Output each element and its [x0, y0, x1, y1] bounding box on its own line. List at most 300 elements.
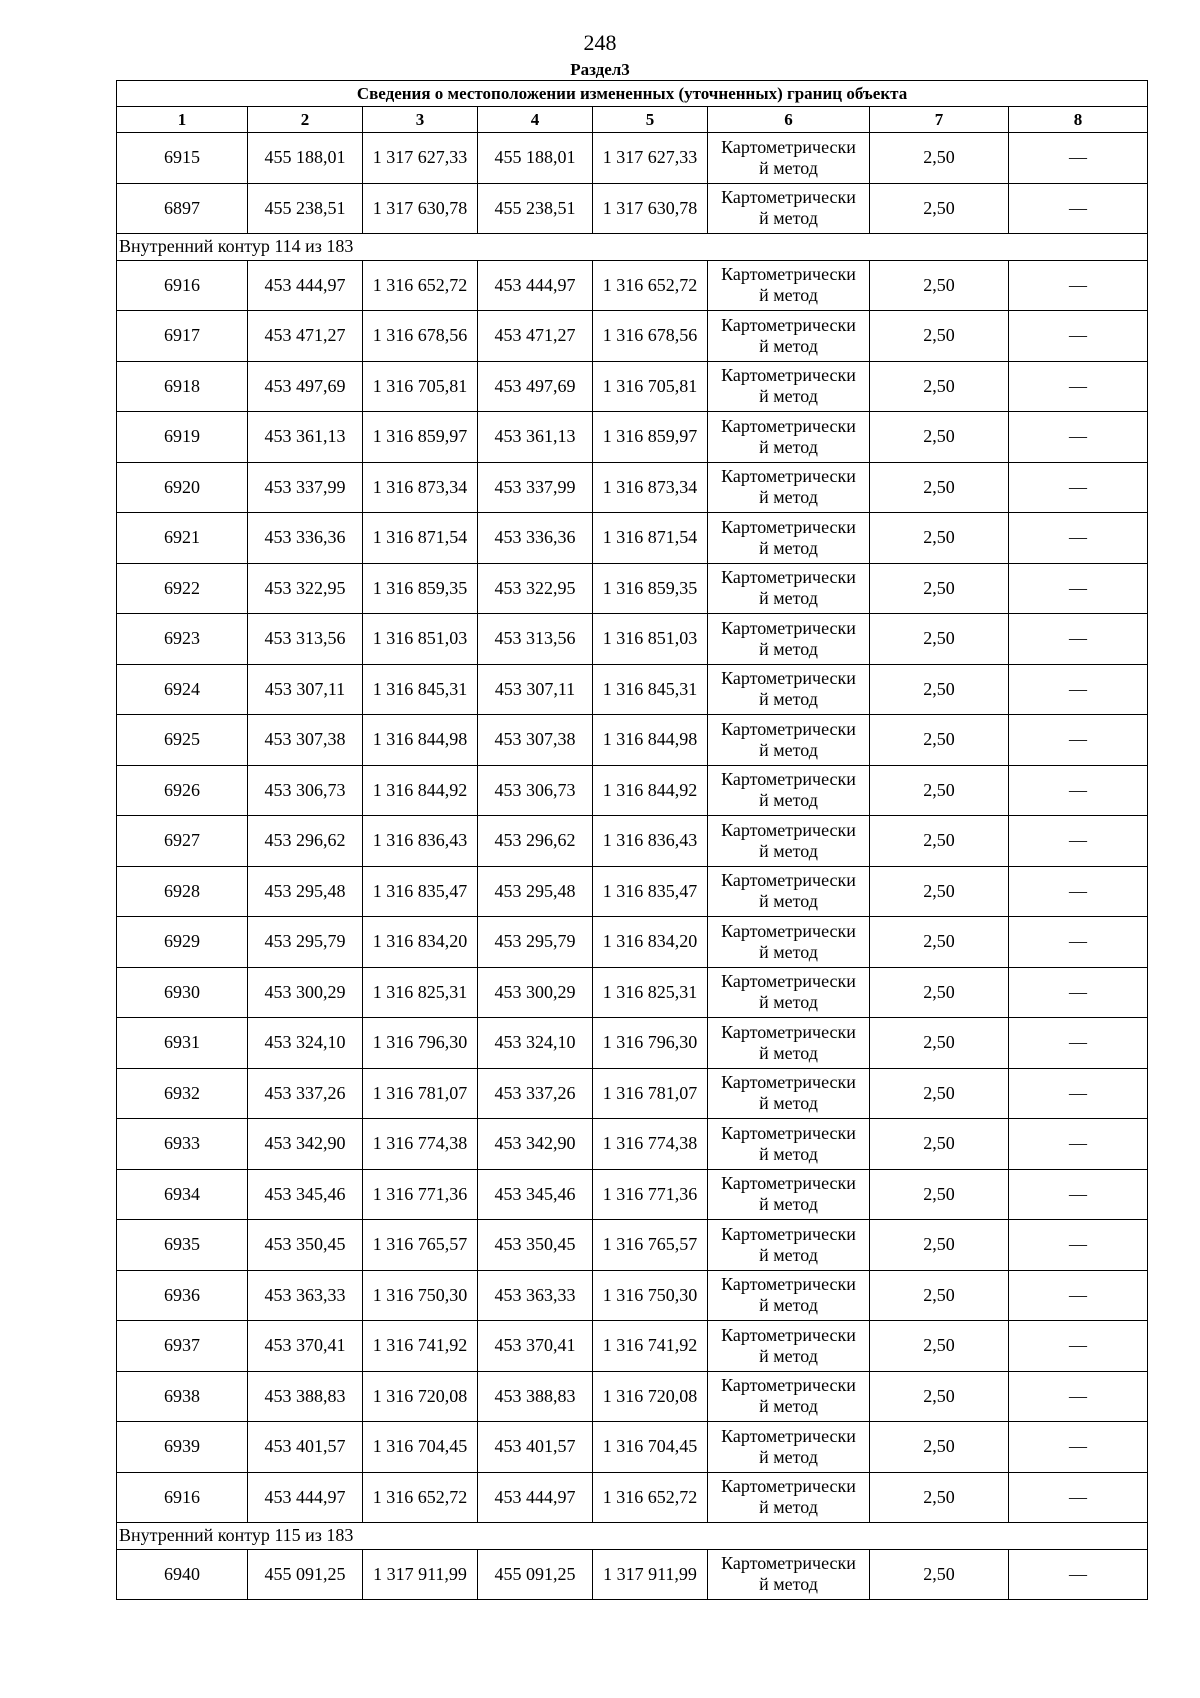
y-coordinate-new: 1 316 765,57 — [593, 1220, 708, 1271]
accuracy-value: 2,50 — [870, 1068, 1009, 1119]
point-number: 6927 — [117, 816, 248, 867]
x-coordinate-new: 453 370,41 — [478, 1321, 593, 1372]
accuracy-value: 2,50 — [870, 715, 1009, 766]
method-text-line: й метод — [759, 638, 818, 659]
point-number: 6915 — [117, 133, 248, 184]
table-row — [117, 1321, 1148, 1372]
method-cell — [708, 1169, 870, 1220]
x-coordinate-new: 453 322,95 — [478, 563, 593, 614]
table-row — [117, 1169, 1148, 1220]
accuracy-value: 2,50 — [870, 1220, 1009, 1271]
method-text-line: Картометрически — [721, 314, 856, 335]
x-coordinate-new: 453 337,99 — [478, 462, 593, 513]
method-text-line: Картометрически — [721, 136, 856, 157]
method-cell — [708, 715, 870, 766]
y-coordinate-new: 1 316 836,43 — [593, 816, 708, 867]
y-coordinate-new: 1 316 774,38 — [593, 1119, 708, 1170]
description-cell: — — [1009, 1119, 1148, 1170]
method-cell — [708, 866, 870, 917]
point-number: 6930 — [117, 967, 248, 1018]
method-text-line: Картометрически — [721, 1324, 856, 1345]
method-text-line: й метод — [759, 1194, 818, 1215]
x-coordinate-old: 453 300,29 — [248, 967, 363, 1018]
description-cell: — — [1009, 1371, 1148, 1422]
method-text-line: Картометрически — [721, 365, 856, 386]
x-coordinate-new: 453 300,29 — [478, 967, 593, 1018]
method-cell — [708, 1321, 870, 1372]
point-number: 6897 — [117, 183, 248, 234]
section-title: Раздел3 — [570, 60, 630, 79]
description-cell: — — [1009, 183, 1148, 234]
point-number: 6940 — [117, 1549, 248, 1600]
x-coordinate-new: 453 296,62 — [478, 816, 593, 867]
y-coordinate-old: 1 316 765,57 — [363, 1220, 478, 1271]
contour-label: Внутренний контур 114 из 183 — [117, 234, 1148, 261]
method-text-line: й метод — [759, 1042, 818, 1063]
column-number: 7 — [870, 107, 1009, 133]
description-cell: — — [1009, 1321, 1148, 1372]
accuracy-value: 2,50 — [870, 917, 1009, 968]
description-cell: — — [1009, 1169, 1148, 1220]
description-cell: — — [1009, 816, 1148, 867]
x-coordinate-new: 453 444,97 — [478, 1472, 593, 1523]
x-coordinate-new: 453 324,10 — [478, 1018, 593, 1069]
point-number: 6937 — [117, 1321, 248, 1372]
accuracy-value: 2,50 — [870, 1549, 1009, 1600]
method-cell — [708, 183, 870, 234]
method-text-line: й метод — [759, 1093, 818, 1114]
y-coordinate-new: 1 316 652,72 — [593, 1472, 708, 1523]
accuracy-value: 2,50 — [870, 614, 1009, 665]
y-coordinate-new: 1 316 834,20 — [593, 917, 708, 968]
x-coordinate-new: 453 497,69 — [478, 361, 593, 412]
y-coordinate-new: 1 316 750,30 — [593, 1270, 708, 1321]
accuracy-value: 2,50 — [870, 866, 1009, 917]
x-coordinate-old: 453 401,57 — [248, 1422, 363, 1473]
method-text-line: Картометрически — [721, 870, 856, 891]
description-cell: — — [1009, 412, 1148, 463]
accuracy-value: 2,50 — [870, 1422, 1009, 1473]
method-text-line: й метод — [759, 487, 818, 508]
coordinates-table — [116, 80, 1148, 1600]
accuracy-value: 2,50 — [870, 133, 1009, 184]
point-number: 6916 — [117, 260, 248, 311]
method-text-line: й метод — [759, 1244, 818, 1265]
method-text-line: й метод — [759, 1574, 818, 1595]
description-cell: — — [1009, 513, 1148, 564]
accuracy-value: 2,50 — [870, 361, 1009, 412]
method-cell — [708, 260, 870, 311]
x-coordinate-old: 453 363,33 — [248, 1270, 363, 1321]
point-number: 6916 — [117, 1472, 248, 1523]
table-row — [117, 1068, 1148, 1119]
table-row — [117, 260, 1148, 311]
table-row — [117, 614, 1148, 665]
y-coordinate-new: 1 316 859,35 — [593, 563, 708, 614]
y-coordinate-old: 1 316 873,34 — [363, 462, 478, 513]
method-cell — [708, 1068, 870, 1119]
description-cell: — — [1009, 1549, 1148, 1600]
table-row — [117, 664, 1148, 715]
method-text-line: Картометрически — [721, 1223, 856, 1244]
accuracy-value: 2,50 — [870, 1270, 1009, 1321]
column-number: 3 — [363, 107, 478, 133]
method-cell — [708, 412, 870, 463]
accuracy-value: 2,50 — [870, 664, 1009, 715]
method-text-line: й метод — [759, 739, 818, 760]
contour-label: Внутренний контур 115 из 183 — [117, 1523, 1148, 1550]
contour-header-row — [117, 1523, 1148, 1550]
method-text-line: Картометрически — [721, 1072, 856, 1093]
x-coordinate-old: 453 337,26 — [248, 1068, 363, 1119]
method-text-line: й метод — [759, 436, 818, 457]
description-cell: — — [1009, 1472, 1148, 1523]
table-row — [117, 1270, 1148, 1321]
table-row — [117, 715, 1148, 766]
method-text-line: Картометрически — [721, 415, 856, 436]
column-number: 2 — [248, 107, 363, 133]
contour-header-row — [117, 234, 1148, 261]
table-row — [117, 1472, 1148, 1523]
y-coordinate-old: 1 316 774,38 — [363, 1119, 478, 1170]
table-row — [117, 1371, 1148, 1422]
method-text-line: Картометрически — [721, 819, 856, 840]
table-row — [117, 1018, 1148, 1069]
x-coordinate-new: 453 444,97 — [478, 260, 593, 311]
method-text-line: й метод — [759, 790, 818, 811]
table-row — [117, 1119, 1148, 1170]
point-number: 6922 — [117, 563, 248, 614]
description-cell: — — [1009, 614, 1148, 665]
method-text-line: Картометрически — [721, 1173, 856, 1194]
y-coordinate-new: 1 316 796,30 — [593, 1018, 708, 1069]
method-text-line: Картометрически — [721, 1425, 856, 1446]
description-cell: — — [1009, 765, 1148, 816]
table-row — [117, 917, 1148, 968]
accuracy-value: 2,50 — [870, 412, 1009, 463]
y-coordinate-old: 1 316 845,31 — [363, 664, 478, 715]
method-text-line: Картометрически — [721, 617, 856, 638]
method-text-line: й метод — [759, 1497, 818, 1518]
x-coordinate-old: 453 345,46 — [248, 1169, 363, 1220]
y-coordinate-new: 1 316 851,03 — [593, 614, 708, 665]
accuracy-value: 2,50 — [870, 967, 1009, 1018]
method-text-line: й метод — [759, 992, 818, 1013]
x-coordinate-new: 453 295,48 — [478, 866, 593, 917]
x-coordinate-new: 453 313,56 — [478, 614, 593, 665]
y-coordinate-new: 1 316 704,45 — [593, 1422, 708, 1473]
x-coordinate-new: 453 345,46 — [478, 1169, 593, 1220]
y-coordinate-old: 1 316 834,20 — [363, 917, 478, 968]
y-coordinate-old: 1 316 859,97 — [363, 412, 478, 463]
point-number: 6924 — [117, 664, 248, 715]
x-coordinate-new: 453 363,33 — [478, 1270, 593, 1321]
description-cell: — — [1009, 1270, 1148, 1321]
y-coordinate-old: 1 316 704,45 — [363, 1422, 478, 1473]
method-text-line: Картометрически — [721, 264, 856, 285]
method-text-line: Картометрически — [721, 971, 856, 992]
point-number: 6933 — [117, 1119, 248, 1170]
method-cell — [708, 462, 870, 513]
y-coordinate-old: 1 316 825,31 — [363, 967, 478, 1018]
column-number: 8 — [1009, 107, 1148, 133]
x-coordinate-old: 453 295,48 — [248, 866, 363, 917]
method-cell — [708, 614, 870, 665]
method-text-line: й метод — [759, 840, 818, 861]
accuracy-value: 2,50 — [870, 765, 1009, 816]
method-text-line: й метод — [759, 1143, 818, 1164]
method-cell — [708, 1371, 870, 1422]
accuracy-value: 2,50 — [870, 462, 1009, 513]
method-text-line: й метод — [759, 285, 818, 306]
x-coordinate-old: 453 296,62 — [248, 816, 363, 867]
table-row — [117, 1220, 1148, 1271]
y-coordinate-new: 1 316 845,31 — [593, 664, 708, 715]
method-cell — [708, 1018, 870, 1069]
x-coordinate-new: 453 471,27 — [478, 311, 593, 362]
x-coordinate-old: 453 313,56 — [248, 614, 363, 665]
y-coordinate-old: 1 316 678,56 — [363, 311, 478, 362]
description-cell: — — [1009, 311, 1148, 362]
y-coordinate-new: 1 316 835,47 — [593, 866, 708, 917]
y-coordinate-new: 1 316 825,31 — [593, 967, 708, 1018]
y-coordinate-old: 1 316 750,30 — [363, 1270, 478, 1321]
method-text-line: й метод — [759, 386, 818, 407]
point-number: 6918 — [117, 361, 248, 412]
method-text-line: Картометрически — [721, 718, 856, 739]
y-coordinate-old: 1 316 652,72 — [363, 1472, 478, 1523]
x-coordinate-new: 455 188,01 — [478, 133, 593, 184]
method-cell — [708, 1119, 870, 1170]
point-number: 6928 — [117, 866, 248, 917]
point-number: 6926 — [117, 765, 248, 816]
y-coordinate-new: 1 316 705,81 — [593, 361, 708, 412]
point-number: 6921 — [117, 513, 248, 564]
column-number-row — [117, 107, 1148, 133]
method-text-line: й метод — [759, 157, 818, 178]
point-number: 6938 — [117, 1371, 248, 1422]
y-coordinate-new: 1 316 844,98 — [593, 715, 708, 766]
description-cell: — — [1009, 361, 1148, 412]
y-coordinate-old: 1 316 796,30 — [363, 1018, 478, 1069]
x-coordinate-old: 453 471,27 — [248, 311, 363, 362]
point-number: 6923 — [117, 614, 248, 665]
description-cell: — — [1009, 1068, 1148, 1119]
x-coordinate-old: 453 295,79 — [248, 917, 363, 968]
x-coordinate-old: 453 342,90 — [248, 1119, 363, 1170]
x-coordinate-old: 453 307,38 — [248, 715, 363, 766]
description-cell: — — [1009, 1422, 1148, 1473]
x-coordinate-old: 453 324,10 — [248, 1018, 363, 1069]
x-coordinate-new: 453 350,45 — [478, 1220, 593, 1271]
accuracy-value: 2,50 — [870, 311, 1009, 362]
method-text-line: Картометрически — [721, 668, 856, 689]
method-text-line: Картометрически — [721, 1021, 856, 1042]
table-row — [117, 513, 1148, 564]
x-coordinate-new: 453 337,26 — [478, 1068, 593, 1119]
x-coordinate-old: 453 370,41 — [248, 1321, 363, 1372]
y-coordinate-new: 1 317 911,99 — [593, 1549, 708, 1600]
x-coordinate-old: 453 337,99 — [248, 462, 363, 513]
method-text-line: Картометрически — [721, 920, 856, 941]
x-coordinate-old: 455 091,25 — [248, 1549, 363, 1600]
method-cell — [708, 1422, 870, 1473]
accuracy-value: 2,50 — [870, 1472, 1009, 1523]
method-cell — [708, 1220, 870, 1271]
method-text-line: й метод — [759, 941, 818, 962]
y-coordinate-old: 1 316 771,36 — [363, 1169, 478, 1220]
point-number: 6932 — [117, 1068, 248, 1119]
point-number: 6917 — [117, 311, 248, 362]
description-cell: — — [1009, 715, 1148, 766]
table-row — [117, 412, 1148, 463]
point-number: 6925 — [117, 715, 248, 766]
method-text-line: Картометрически — [721, 466, 856, 487]
table-row — [117, 967, 1148, 1018]
x-coordinate-new: 453 307,38 — [478, 715, 593, 766]
table-caption-row — [117, 81, 1148, 107]
point-number: 6929 — [117, 917, 248, 968]
table-row — [117, 765, 1148, 816]
x-coordinate-new: 453 306,73 — [478, 765, 593, 816]
y-coordinate-new: 1 316 871,54 — [593, 513, 708, 564]
x-coordinate-new: 453 388,83 — [478, 1371, 593, 1422]
accuracy-value: 2,50 — [870, 1119, 1009, 1170]
y-coordinate-old: 1 316 851,03 — [363, 614, 478, 665]
point-number: 6934 — [117, 1169, 248, 1220]
y-coordinate-new: 1 316 741,92 — [593, 1321, 708, 1372]
y-coordinate-old: 1 316 781,07 — [363, 1068, 478, 1119]
method-text-line: й метод — [759, 1446, 818, 1467]
table-row — [117, 1549, 1148, 1600]
table-row — [117, 462, 1148, 513]
table-row — [117, 816, 1148, 867]
column-number: 1 — [117, 107, 248, 133]
x-coordinate-new: 453 401,57 — [478, 1422, 593, 1473]
method-text-line: й метод — [759, 1345, 818, 1366]
y-coordinate-new: 1 317 627,33 — [593, 133, 708, 184]
method-cell — [708, 361, 870, 412]
accuracy-value: 2,50 — [870, 816, 1009, 867]
x-coordinate-new: 453 361,13 — [478, 412, 593, 463]
description-cell: — — [1009, 133, 1148, 184]
table-row — [117, 866, 1148, 917]
x-coordinate-old: 455 238,51 — [248, 183, 363, 234]
accuracy-value: 2,50 — [870, 563, 1009, 614]
point-number: 6939 — [117, 1422, 248, 1473]
method-cell — [708, 664, 870, 715]
y-coordinate-new: 1 316 771,36 — [593, 1169, 708, 1220]
method-cell — [708, 967, 870, 1018]
method-text-line: й метод — [759, 335, 818, 356]
description-cell: — — [1009, 260, 1148, 311]
table-row — [117, 1422, 1148, 1473]
accuracy-value: 2,50 — [870, 260, 1009, 311]
method-cell — [708, 563, 870, 614]
method-text-line: Картометрически — [721, 769, 856, 790]
table-caption: Сведения о местоположении измененных (уточненных) границ объекта — [117, 81, 1148, 107]
method-cell — [708, 513, 870, 564]
y-coordinate-old: 1 316 705,81 — [363, 361, 478, 412]
column-number: 4 — [478, 107, 593, 133]
accuracy-value: 2,50 — [870, 1371, 1009, 1422]
method-text-line: Картометрически — [721, 1375, 856, 1396]
point-number: 6936 — [117, 1270, 248, 1321]
accuracy-value: 2,50 — [870, 513, 1009, 564]
table-row — [117, 133, 1148, 184]
column-number: 5 — [593, 107, 708, 133]
method-cell — [708, 816, 870, 867]
accuracy-value: 2,50 — [870, 1321, 1009, 1372]
x-coordinate-old: 453 336,36 — [248, 513, 363, 564]
y-coordinate-old: 1 317 911,99 — [363, 1549, 478, 1600]
x-coordinate-old: 453 350,45 — [248, 1220, 363, 1271]
point-number: 6919 — [117, 412, 248, 463]
description-cell: — — [1009, 1220, 1148, 1271]
page-number: 248 — [583, 30, 617, 55]
method-text-line: й метод — [759, 891, 818, 912]
description-cell: — — [1009, 967, 1148, 1018]
method-cell — [708, 917, 870, 968]
accuracy-value: 2,50 — [870, 1018, 1009, 1069]
column-number: 6 — [708, 107, 870, 133]
x-coordinate-old: 453 306,73 — [248, 765, 363, 816]
method-text-line: й метод — [759, 208, 818, 229]
method-text-line: Картометрически — [721, 516, 856, 537]
x-coordinate-old: 453 322,95 — [248, 563, 363, 614]
y-coordinate-old: 1 316 836,43 — [363, 816, 478, 867]
table-row — [117, 563, 1148, 614]
method-cell — [708, 1549, 870, 1600]
y-coordinate-new: 1 316 652,72 — [593, 260, 708, 311]
description-cell: — — [1009, 563, 1148, 614]
y-coordinate-old: 1 316 741,92 — [363, 1321, 478, 1372]
x-coordinate-old: 453 444,97 — [248, 1472, 363, 1523]
method-text-line: Картометрически — [721, 187, 856, 208]
y-coordinate-new: 1 316 781,07 — [593, 1068, 708, 1119]
x-coordinate-old: 453 444,97 — [248, 260, 363, 311]
method-text-line: й метод — [759, 1396, 818, 1417]
description-cell: — — [1009, 917, 1148, 968]
y-coordinate-old: 1 317 627,33 — [363, 133, 478, 184]
y-coordinate-old: 1 316 871,54 — [363, 513, 478, 564]
method-cell — [708, 311, 870, 362]
table-row — [117, 311, 1148, 362]
point-number: 6931 — [117, 1018, 248, 1069]
y-coordinate-old: 1 316 859,35 — [363, 563, 478, 614]
x-coordinate-old: 453 307,11 — [248, 664, 363, 715]
y-coordinate-new: 1 316 720,08 — [593, 1371, 708, 1422]
y-coordinate-old: 1 316 844,98 — [363, 715, 478, 766]
method-cell — [708, 1270, 870, 1321]
x-coordinate-new: 455 091,25 — [478, 1549, 593, 1600]
x-coordinate-old: 453 388,83 — [248, 1371, 363, 1422]
method-text-line: Картометрически — [721, 1476, 856, 1497]
y-coordinate-old: 1 316 652,72 — [363, 260, 478, 311]
y-coordinate-old: 1 316 835,47 — [363, 866, 478, 917]
method-cell — [708, 133, 870, 184]
y-coordinate-old: 1 317 630,78 — [363, 183, 478, 234]
table-row — [117, 361, 1148, 412]
x-coordinate-old: 453 497,69 — [248, 361, 363, 412]
accuracy-value: 2,50 — [870, 183, 1009, 234]
description-cell: — — [1009, 866, 1148, 917]
x-coordinate-new: 455 238,51 — [478, 183, 593, 234]
accuracy-value: 2,50 — [870, 1169, 1009, 1220]
method-text-line: й метод — [759, 588, 818, 609]
y-coordinate-new: 1 317 630,78 — [593, 183, 708, 234]
method-text-line: й метод — [759, 689, 818, 710]
